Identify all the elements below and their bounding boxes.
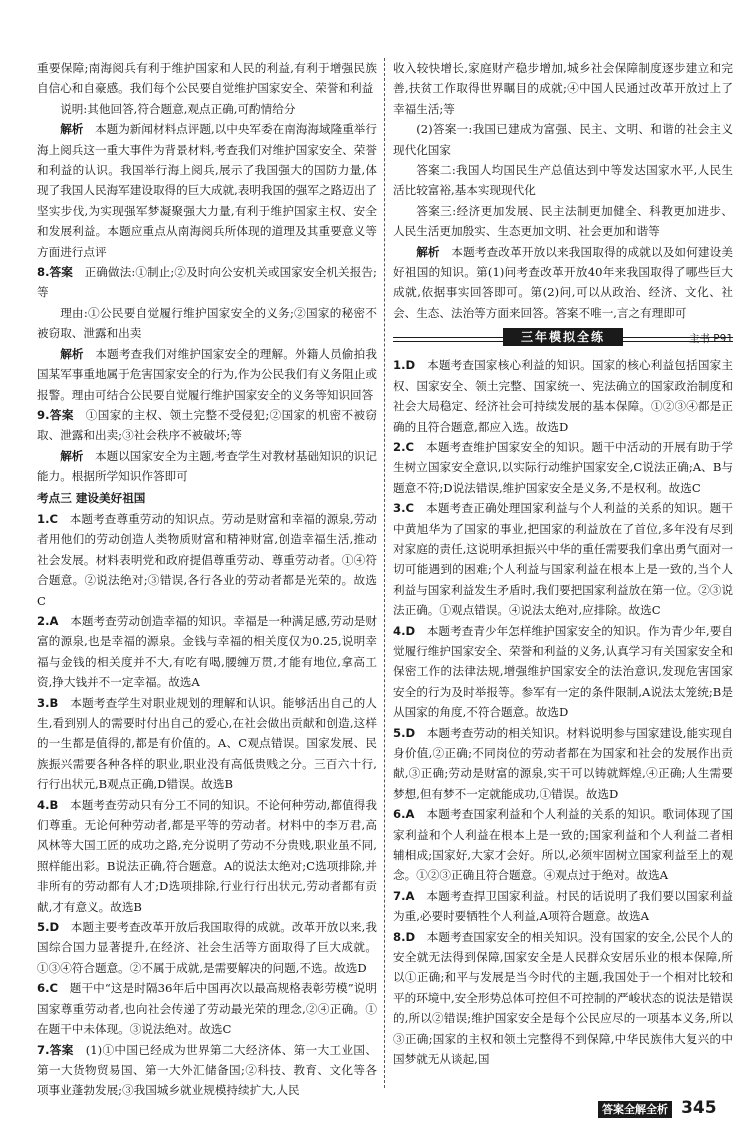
paragraph: [37, 509, 377, 611]
answer-label: 解析: [60, 122, 84, 137]
paragraph-text: 本题考查国家安全的相关知识。没有国家的安全,公民个人的安全就无法得到保障,国家安全是人民群众安居乐业的根本保障,所以①正确;和平与发展是当今时代的主题,我国处于一个相对比较和平的环境中,安全形势总体可控但不可控制的严峻状态的说法是错误的,所以②错误;维护国家安全是每个公民应尽的一项基本义务,所以③正确;国家的主权和领土完整得不到保障,中华民族伟大复兴的中国梦就无从谈起,国: [393, 929, 733, 1067]
paragraph: [37, 917, 377, 978]
paragraph: [37, 58, 377, 99]
section-banner: [393, 325, 733, 351]
paragraph: [393, 119, 733, 160]
answer-label: 8.答案: [37, 265, 73, 280]
paragraph-text: 本题考查国家利益和个人利益的关系的知识。歌词体现了国家利益和个人利益在根本上是一致的;国家利益和个人利益二者相辅相成;国家好,大家才会好。所以,必须牢固树立国家利益至上的观念。①②③正确且符合题意。④观点过于绝对。故选A: [393, 807, 733, 883]
paragraph-text: 重要保障;南海阅兵有利于维护国家和人民的利益,有利于增强民族自信心和自豪感。我们每个公民要自觉维护国家安全、荣誉和利益: [37, 61, 377, 96]
paragraph-text: 答案二:我国人均国民生产总值达到中等发达国家水平,人民生活比较富裕,基本实现现代化: [393, 163, 733, 198]
paragraph: [37, 446, 377, 487]
paragraph-text: 本题考查改革开放以来我国取得的成就以及如何建设美好祖国的知识。第(1)问考查改革开放40年来我国取得了哪些巨大成就,依据事实回答即可。第(2)问,可以从政治、经济、文化、社会、生态、法治等方面来回答。答案不唯一,言之有理即可: [393, 244, 733, 320]
paragraph: [393, 927, 733, 1070]
answer-label: 9.答案: [37, 407, 74, 422]
paragraph: [393, 242, 733, 324]
paragraph: [393, 437, 733, 498]
paragraph-text: 题干中“这是时隔36年后中国再次以最高规格表彰劳模”说明国家尊重劳动者,也向社会传递了劳动最光荣的理念,②④正确。①在题干中未体现。③说法绝对。故选C: [37, 981, 377, 1037]
paragraph-text: 本题考查捍卫国家利益。村民的话说明了我们要以国家利益为重,必要时要牺牲个人利益,A项符合题意。故选A: [393, 888, 733, 924]
paragraph-text: 本题考查学生对职业规划的理解和认识。能够活出自己的人生,看到别人的需要时付出自己的爱心,在社会做出贡献和创造,这样的一生都是值得的,都是有价值的。A、C观点错误。国家发展、民族振兴需要各种各样的职业,职业没有高低贵贱之分。三百六十行,行行出状元,B观点正确,D错误。故选B: [37, 695, 377, 792]
paragraph: [393, 723, 733, 805]
banner-title: 三年模拟全练: [503, 328, 623, 346]
footer-label: 答案全解全析: [598, 1101, 672, 1118]
paragraph: [393, 160, 733, 201]
paragraph-text: 收入较快增长,家庭财产稳步增加,城乡社会保障制度逐步建立和完善,扶贫工作取得世界瞩目的成就;④中国人民通过改革开放过上了幸福生活;等: [393, 61, 733, 116]
paragraph-text: 答案三:经济更加发展、民主法制更加健全、科教更加进步、人民生活更加殷实、生态更加文明、社会更加和谐等: [393, 203, 733, 239]
paragraph: [393, 58, 733, 119]
paragraph-text: 本题考查我们对维护国家安全的理解。外籍人员偷拍我国某军事重地属于危害国家安全的行为,作为公民我们有义务阻止或报警。理由可结合公民要自觉履行维护国家安全的义务等知识回答: [37, 346, 377, 402]
paragraph: [37, 405, 377, 446]
answer-label: 解析: [60, 346, 84, 361]
paragraph: [393, 201, 733, 242]
answer-label: 5.D: [393, 725, 416, 740]
answer-label: 4.D: [393, 623, 416, 638]
paragraph: [37, 99, 377, 119]
answer-label: 7.答案: [37, 1042, 74, 1057]
answer-label: 6.A: [393, 807, 415, 822]
answer-label: 2.A: [37, 613, 59, 628]
paragraph: [37, 303, 377, 344]
answer-label: 2.C: [393, 439, 414, 454]
paragraph-text: 本题考查劳动的相关知识。材料说明参与国家建设,能实现自身价值,②正确;不同岗位的劳动者都在为国家和社会的发展作出贡献,③正确;劳动是财富的源泉,实干可以铸就辉煌,④正确;人生需要梦想,但有梦不一定就能成功,①错误。故选D: [393, 725, 733, 801]
paragraph: [393, 886, 733, 927]
paragraph-text: 本题以国家安全为主题,考查学生对教材基础知识的识记能力。根据所学知识作答即可: [37, 448, 377, 484]
banner-page-ref: 主书 P91: [688, 333, 733, 346]
answer-label: 解析: [416, 244, 440, 259]
paragraph: [37, 344, 377, 405]
paragraph-text: 本题考查尊重劳动的知识点。劳动是财富和幸福的源泉,劳动者用他们的劳动创造人类物质财富和精神财富,创造幸福生活,推动社会发展。材料表明党和政府提倡尊重劳动、尊重劳动者。①④符合题意。②说法绝对;③错误,各行各业的劳动者都是光荣的。故选C: [37, 511, 377, 608]
paragraph-text: 本题为新闻材料点评题,以中央军委在南海海域隆重举行海上阅兵这一重大事件为背景材料,考查我们对维护国家安全、荣誉和利益的认识。我国举行海上阅兵,展示了我国强大的国防力量,体现了我国人民海军建设取得的巨大成就,表明我国的强军之路迈出了坚实步伐,为实现强军梦凝聚强大力量,有利于维护国家主权、安全和发展利益。本题应重点从南海阅兵所体现的道理及其重要意义等方面进行点评: [37, 122, 377, 259]
paragraph-text: 本题考查维护国家安全的知识。题干中活动的开展有助于学生树立国家安全意识,以实际行动维护国家安全,C说法正确;A、B与题意不符;D说法错误,维护国家安全是义务,不是权利。故选C: [393, 439, 733, 495]
paragraph: [37, 795, 377, 917]
paragraph-text: 正确做法:①制止;②及时向公安机关或国家安全机关报告;等: [37, 265, 377, 300]
paragraph: [393, 621, 733, 723]
paragraph-text: (1)①中国已经成为世界第二大经济体、第一大工业国、第一大货物贸易国、第一大外汇储备国;②科技、教育、文化等各项事业蓬勃发展;③我国城乡就业规模持续扩大,人民: [37, 1042, 377, 1098]
answer-label: 1.D: [393, 358, 416, 373]
right-column: [393, 58, 733, 1070]
paragraph: [393, 804, 733, 886]
column-divider: [384, 58, 385, 1088]
paragraph: [37, 611, 377, 693]
left-column: [37, 58, 377, 1101]
paragraph: [37, 693, 377, 795]
answer-label: 3.C: [393, 501, 414, 516]
paragraph-text: 本题考查劳动创造幸福的知识。幸福是一种满足感,劳动是财富的源泉,也是幸福的源泉。金钱与幸福的相关度仅为0.25,说明幸福与金钱的相关度并不大,有吃有喝,腰缠万贯,才能有地位,拿高工资,挣大钱并不一定幸福。故选A: [37, 613, 377, 690]
paragraph-text: 说明:其他回答,符合题意,观点正确,可酌情给分: [60, 101, 296, 116]
paragraph: [37, 262, 377, 303]
paragraph: [37, 1040, 377, 1101]
paragraph-text: ①国家的主权、领土完整不受侵犯;②国家的机密不被窃取、泄露和出卖;③社会秩序不被破坏;等: [37, 407, 377, 443]
answer-label: 3.B: [37, 695, 59, 710]
answer-label: 4.B: [37, 797, 59, 812]
paragraph-text: (2)答案一:我国已建成为富强、民主、文明、和谐的社会主义现代化国家: [393, 122, 733, 157]
paragraph-text: 本题考查劳动只有分工不同的知识。不论何种劳动,都值得我们尊重。无论何种劳动者,都是平等的劳动者。材料中的李万君,高风林等大国工匠的成功之路,充分说明了劳动不分贵贱,职业虽不同,照样能出彩。B说法正确,符合题意。A的说法太绝对;C选项排除,并非所有的劳动都有人才;D选项排除,行业行行出状元,劳动者都有贡献,才有意义。故选B: [37, 797, 377, 914]
answer-label: 解析: [60, 448, 84, 463]
page-number: 345: [681, 1098, 717, 1118]
answer-label: 5.D: [37, 920, 60, 935]
page-footer: [598, 1098, 717, 1118]
answer-label: 7.A: [393, 888, 415, 903]
paragraph-text: 本题考查青少年怎样维护国家安全的知识。作为青少年,要自觉履行维护国家安全、荣誉和利益的义务,认真学习有关国家安全和保密工作的法律法规,增强维护国家安全的法治意识,发现危害国家安全的行为及时举报等。参军有一定的条件限制,A说法太笼统;B是从国家的角度,不符合题意。故选D: [393, 623, 733, 720]
answer-label: 6.C: [37, 981, 58, 996]
paragraph-text: 本题考查正确处理国家利益与个人利益的关系的知识。题干中黄旭华为了国家的事业,把国家的利益放在了首位,多年没有尽到对家庭的责任,这说明承担振兴中华的重任需要我们拿出勇气面对一切可能遇到的困难;个人利益与国家利益在根本上是一致的,当个人利益与国家利益发生矛盾时,我们要把国家利益放在第一位。②③说法正确。①观点错误。④说法太绝对,应排除。故选C: [393, 501, 733, 618]
paragraph: [37, 119, 377, 262]
paragraph-text: 本题主要考查改革开放后我国取得的成就。改革开放以来,我国综合国力显著提升,在经济、社会生活等方面取得了巨大成就。①③④符合题意。②不属于成就,是需要解决的问题,不选。故选D: [37, 920, 377, 975]
paragraph-text: 本题考查国家核心利益的知识。国家的核心利益包括国家主权、国家安全、领土完整、国家统一、宪法确立的国家政治制度和社会大局稳定、经济社会可持续发展的基本保障。①②③④都是正确的且符合题意,都应入选。故选D: [393, 358, 733, 434]
section-heading: 考点三 建设美好祖国: [37, 490, 146, 505]
paragraph: [393, 355, 733, 437]
paragraph: [37, 978, 377, 1039]
answer-label: 1.C: [37, 511, 58, 526]
paragraph: [393, 498, 733, 620]
answer-label: 8.D: [393, 929, 416, 944]
paragraph-text: 理由:①公民要自觉履行维护国家安全的义务;②国家的秘密不被窃取、泄露和出卖: [37, 305, 377, 341]
